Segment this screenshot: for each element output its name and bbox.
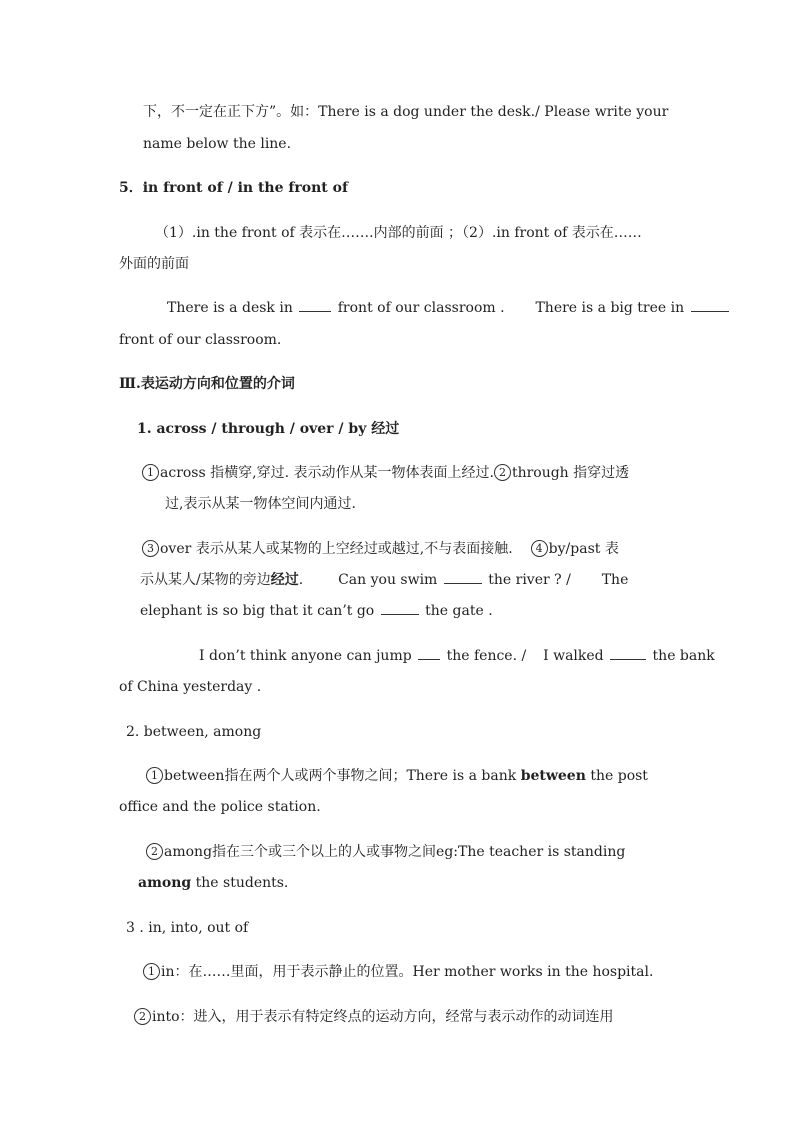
item-text: elephant is so big that it can’t go [140, 603, 375, 619]
item-line [142, 464, 629, 482]
item-text: 示从某人/某物的旁边 [140, 572, 271, 588]
item-line [140, 602, 493, 620]
item-line: 过,表示从某一物体空间内通过. [165, 496, 356, 512]
item-line [146, 843, 625, 861]
item-text: among指在三个或三个以上的人或事物之间eg:The teacher is standing [164, 844, 626, 860]
item-text: among [138, 875, 192, 891]
item-line [134, 1008, 614, 1026]
section-heading-3: Ⅲ.表运动方向和位置的介词 [119, 376, 295, 392]
item-line [146, 767, 648, 785]
item-text: the gate . [425, 603, 493, 619]
item-text: over 表示从某人或某物的上空经过或越过,不与表面接触. [160, 541, 513, 557]
item-text: 经过 [270, 572, 299, 588]
item-line [138, 874, 288, 892]
item-text: in：在……里面，用于表示静止的位置。Her mother works in the hospital. [161, 964, 654, 980]
para-line: 下，不一定在正下方”。如：There is a dog under the desk./ Please write your [143, 104, 669, 120]
item-text: into：进入，用于表示有特定终点的运动方向，经常与表示动作的动词连用 [152, 1009, 614, 1025]
fill-blank [418, 658, 440, 660]
circled-number: 4 [531, 540, 548, 557]
fill-blank [299, 310, 331, 312]
example-text: the fence. / [446, 648, 527, 664]
item-line: office and the police station. [119, 799, 321, 815]
item-line [143, 963, 653, 981]
item-text: by/past 表 [548, 541, 619, 557]
item-line [142, 540, 619, 558]
subheading: 3 . in, into, out of [126, 920, 249, 936]
example-line: of China yesterday . [119, 679, 262, 695]
example-line [199, 647, 715, 665]
example-text: front of our classroom . [337, 300, 505, 316]
definition-line: （1）.in the front of 表示在…….内部的前面 ；（2）.in front of 表示在…… [155, 225, 642, 241]
circled-number: 3 [142, 540, 159, 557]
example-text: the bank [652, 648, 715, 664]
circled-number: 1 [146, 767, 163, 784]
fill-blank [610, 658, 646, 660]
item-text: through 指穿过透 [511, 465, 630, 481]
circled-number: 2 [146, 843, 163, 860]
definition-line: 外面的前面 [119, 256, 189, 272]
item-text: the post [585, 768, 648, 784]
item-line: 示从某人/某物的旁边经过. Can you swim the river ? / The [140, 572, 629, 588]
circled-number: 1 [143, 963, 160, 980]
para-line: name below the line. [143, 136, 292, 152]
example-text: There is a desk in [167, 300, 293, 316]
fill-blank [691, 310, 729, 312]
fill-blank [444, 582, 482, 584]
subheading: 1. across / through / over / by 经过 [137, 421, 400, 437]
item-text: between指在两个人或两个事物之间；There is a bank [164, 768, 521, 784]
item-text: the students. [191, 875, 289, 891]
item-text: across 指横穿,穿过. 表示动作从某一物体表面上经过. [160, 465, 494, 481]
circled-number: 2 [134, 1008, 151, 1025]
item-text: the river ? / [488, 572, 571, 588]
subheading: 2. between, among [126, 724, 262, 740]
circled-number: 2 [494, 464, 511, 481]
item-text: Can you swim [338, 572, 438, 588]
example-text: There is a big tree in [535, 300, 685, 316]
example-text: I don’t think anyone can jump [199, 648, 412, 664]
section-heading-5: 5．in front of / in the front of [119, 180, 349, 196]
example-line: front of our classroom. [119, 332, 282, 348]
item-text: between [520, 768, 586, 784]
item-text: The [601, 572, 629, 588]
fill-blank [381, 613, 419, 615]
example-line [167, 299, 731, 317]
example-text: I walked [543, 648, 604, 664]
circled-number: 1 [142, 464, 159, 481]
